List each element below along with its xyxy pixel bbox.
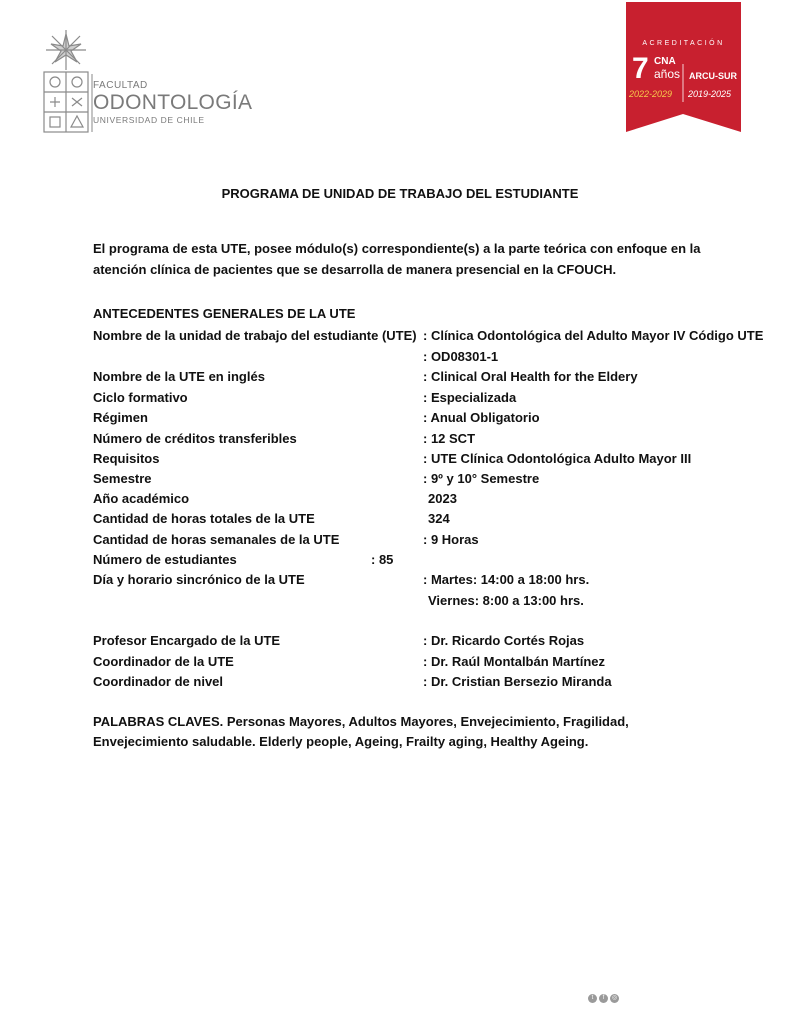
accreditation-years-number: 7 xyxy=(632,52,649,85)
intro-paragraph: El programa de esta UTE, posee módulo(s) correspondiente(s) a la parte teórica con enfoque en la atención clínica de pacientes que se desarrolla de manera presencial en la CFOUCH. xyxy=(93,241,701,277)
accreditation-cna: CNA xyxy=(654,56,676,67)
field-label: Día y horario sincrónico de la UTE xyxy=(93,572,305,587)
accreditation-years-word: años xyxy=(654,67,681,81)
field-value: : Especializada xyxy=(423,390,517,405)
field-value-continued: : OD08301-1 xyxy=(423,349,499,364)
accreditation-badge xyxy=(626,2,741,132)
staff-label: Coordinador de la UTE xyxy=(93,654,234,669)
field-label: Requisitos xyxy=(93,451,160,466)
staff-value: : Dr. Raúl Montalbán Martínez xyxy=(423,654,606,669)
field-label: Ciclo formativo xyxy=(93,390,188,405)
field-label: Cantidad de horas totales de la UTE xyxy=(93,511,315,526)
field-value: 2023 xyxy=(428,491,457,506)
staff-value: : Dr. Cristian Bersezio Miranda xyxy=(423,674,612,689)
field-value: : 85 xyxy=(371,552,394,567)
field-label: Número de créditos transferibles xyxy=(93,431,297,446)
accreditation-cna-period: 2022-2029 xyxy=(629,89,673,99)
field-label: Régimen xyxy=(93,410,148,425)
keywords-paragraph: PALABRAS CLAVES. Personas Mayores, Adultos Mayores, Envejecimiento, Fragilidad, Envejecimiento saludable. Elderly people, Ageing, Frailty aging, Healthy Ageing. xyxy=(93,714,629,749)
section-title: ANTECEDENTES GENERALES DE LA UTE xyxy=(93,306,356,321)
accreditation-arcu-period: 2019-2025 xyxy=(688,89,732,99)
field-value: : 9 Horas xyxy=(423,532,479,547)
field-label: Semestre xyxy=(93,471,152,486)
facebook-icon[interactable]: f xyxy=(599,994,608,1003)
instagram-icon[interactable]: ◎ xyxy=(611,995,618,1001)
field-value: : 12 SCT xyxy=(423,431,476,446)
field-value: : UTE Clínica Odontológica Adulto Mayor III xyxy=(423,451,692,466)
document-title: PROGRAMA DE UNIDAD DE TRABAJO DEL ESTUDIANTE xyxy=(221,186,579,201)
accreditation-label: ACREDITACIÓN xyxy=(642,40,725,47)
field-value: : Martes: 14:00 a 18:00 hrs. xyxy=(423,572,590,587)
staff-value: : Dr. Ricardo Cortés Rojas xyxy=(423,633,585,648)
logo-name: ODONTOLOGÍA xyxy=(93,91,253,114)
logo-university: UNIVERSIDAD DE CHILE xyxy=(93,115,205,125)
field-value-continued: Viernes: 8:00 a 13:00 hrs. xyxy=(428,593,584,608)
faculty-logo xyxy=(40,28,253,138)
field-label: Nombre de la unidad de trabajo del estudiante (UTE) xyxy=(93,328,417,343)
field-label: Número de estudiantes xyxy=(93,552,237,567)
field-label: Nombre de la UTE en inglés xyxy=(93,369,265,384)
twitter-icon[interactable]: t xyxy=(588,994,597,1003)
field-label: Cantidad de horas semanales de la UTE xyxy=(93,532,340,547)
staff-label: Coordinador de nivel xyxy=(93,674,224,689)
field-value: : 9º y 10° Semestre xyxy=(423,471,540,486)
field-label: Año académico xyxy=(93,491,190,506)
footer-social-icons xyxy=(588,994,619,1003)
staff-label: Profesor Encargado de la UTE xyxy=(93,633,281,648)
field-value: 324 xyxy=(428,511,450,526)
field-value: : Clínica Odontológica del Adulto Mayor IV Código UTE xyxy=(423,328,764,343)
field-value: : Anual Obligatorio xyxy=(423,410,540,425)
field-value: : Clinical Oral Health for the Eldery xyxy=(423,369,638,384)
accreditation-arcu: ARCU-SUR xyxy=(689,71,737,81)
logo-faculty: FACULTAD xyxy=(93,80,148,91)
